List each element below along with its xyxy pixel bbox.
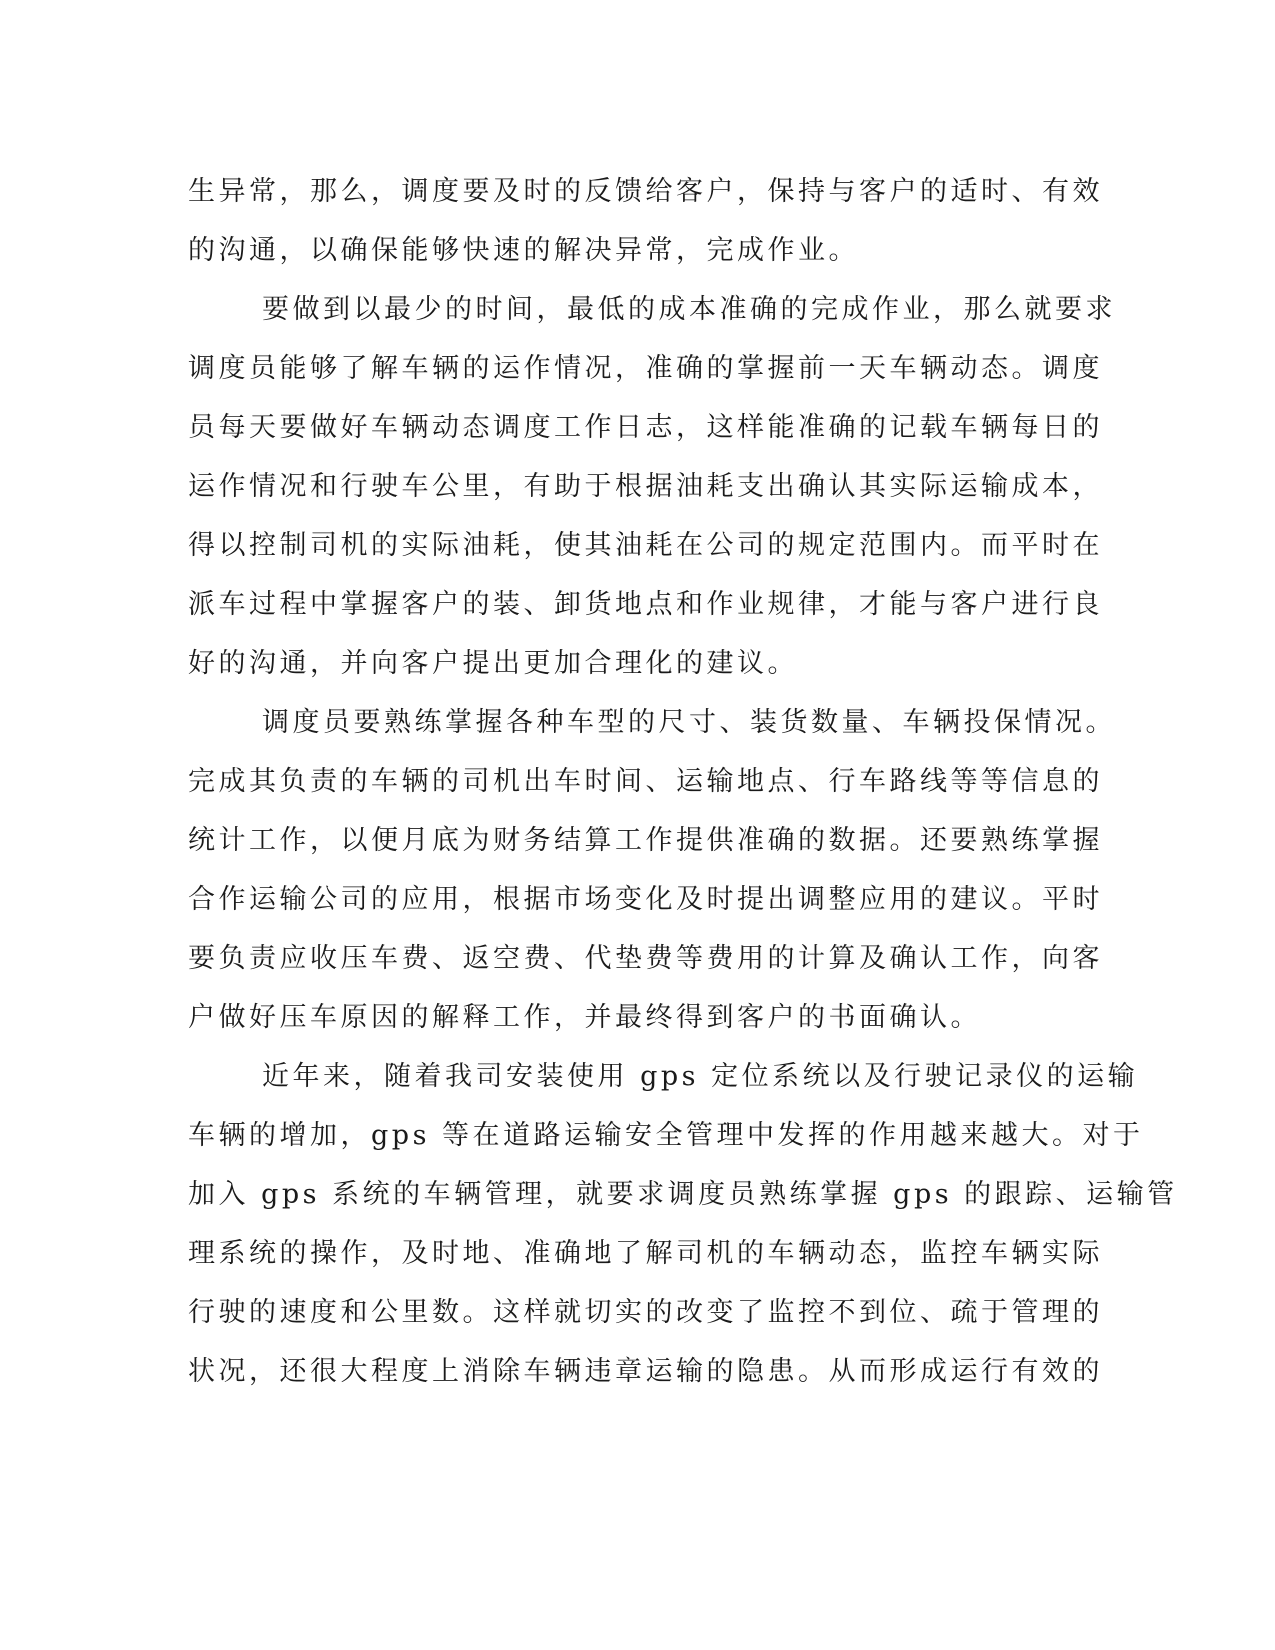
text-line: 生异常，那么，调度要及时的反馈给客户，保持与客户的适时、有效 — [188, 176, 1103, 207]
text-line: 完成其负责的车辆的司机出车时间、运输地点、行车路线等等信息的 — [188, 766, 1103, 797]
text-line: 的沟通，以确保能够快速的解决异常，完成作业。 — [188, 235, 859, 266]
paragraph-first-line: 调度员要熟练掌握各种车型的尺寸、装货数量、车辆投保情况。 — [262, 707, 1116, 738]
text-line: 车辆的增加，gps 等在道路运输安全管理中发挥的作用越来越大。对于 — [188, 1120, 1144, 1151]
text-line: 理系统的操作，及时地、准确地了解司机的车辆动态，监控车辆实际 — [188, 1238, 1103, 1269]
paragraph-first-line: 要做到以最少的时间，最低的成本准确的完成作业，那么就要求 — [262, 294, 1116, 325]
text-line: 合作运输公司的应用，根据市场变化及时提出调整应用的建议。平时 — [188, 884, 1103, 915]
text-line: 户做好压车原因的解释工作，并最终得到客户的书面确认。 — [188, 1002, 981, 1033]
text-line: 要负责应收压车费、返空费、代垫费等费用的计算及确认工作，向客 — [188, 943, 1103, 974]
paragraph-first-line: 近年来，随着我司安装使用 gps 定位系统以及行驶记录仪的运输 — [262, 1061, 1139, 1092]
text-line: 状况，还很大程度上消除车辆违章运输的隐患。从而形成运行有效的 — [188, 1356, 1103, 1387]
text-line: 运作情况和行驶车公里，有助于根据油耗支出确认其实际运输成本， — [188, 471, 1103, 502]
text-line: 得以控制司机的实际油耗，使其油耗在公司的规定范围内。而平时在 — [188, 530, 1103, 561]
text-line: 员每天要做好车辆动态调度工作日志，这样能准确的记载车辆每日的 — [188, 412, 1103, 443]
text-line: 统计工作，以便月底为财务结算工作提供准确的数据。还要熟练掌握 — [188, 825, 1103, 856]
text-line: 行驶的速度和公里数。这样就切实的改变了监控不到位、疏于管理的 — [188, 1297, 1103, 1328]
text-line: 加入 gps 系统的车辆管理，就要求调度员熟练掌握 gps 的跟踪、运输管 — [188, 1179, 1178, 1210]
text-line: 好的沟通，并向客户提出更加合理化的建议。 — [188, 648, 798, 679]
text-line: 调度员能够了解车辆的运作情况，准确的掌握前一天车辆动态。调度 — [188, 353, 1103, 384]
body-text — [188, 162, 1178, 1401]
text-line: 派车过程中掌握客户的装、卸货地点和作业规律，才能与客户进行良 — [188, 589, 1103, 620]
